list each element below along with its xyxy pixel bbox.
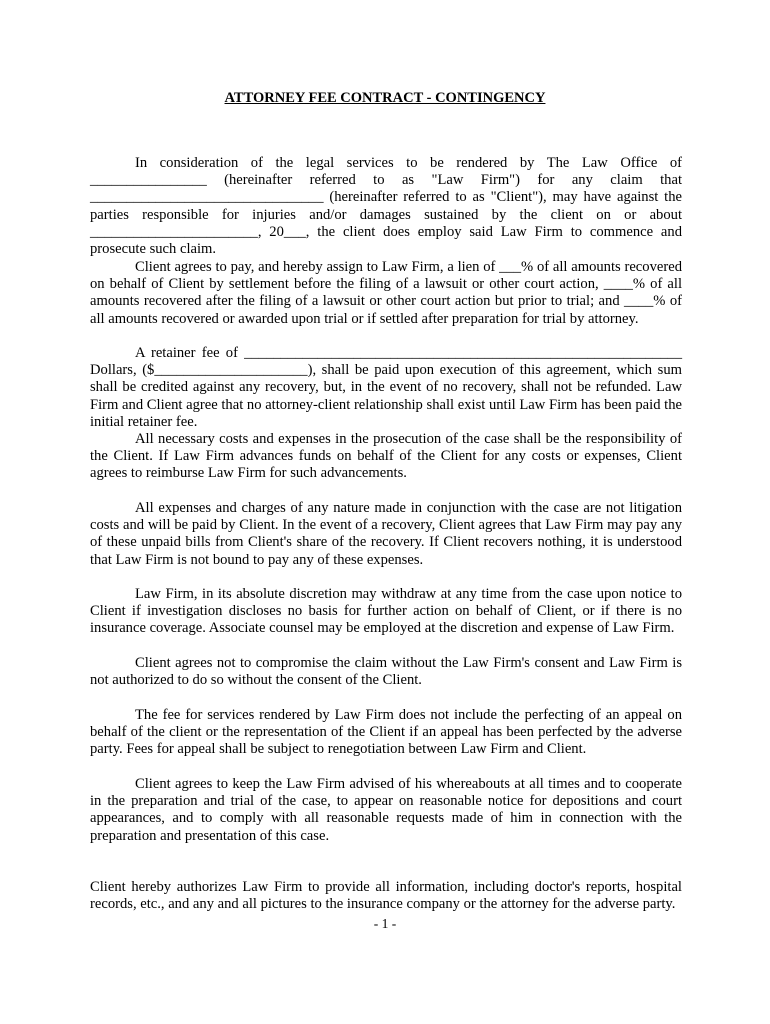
page-number: - 1 - bbox=[373, 916, 397, 931]
paragraph-authorization: Client hereby authorizes Law Firm to provide all information, including doctor's reports, hospital records, etc., and any and all pictures to the insurance company or the attorney for the adverse party. bbox=[90, 879, 682, 913]
paragraph-lien: Client agrees to pay, and hereby assign to Law Firm, a lien of ___% of all amounts recovered on behalf of Client by settlement before the filing of a lawsuit or other court action, ____% of all amounts recovered after the filing of a lawsuit or other court action but prior to trial; and ____% of all amounts recovered or awarded upon trial or if settled after preparation for trial by attorney. bbox=[90, 259, 682, 327]
paragraph-withdrawal: Law Firm, in its absolute discretion may withdraw at any time from the case upon notice to Client if investigation discloses no basis for further action on behalf of Client, or if there is no insurance coverage. Associate counsel may be employed at the discretion and expense of Law Firm. bbox=[90, 586, 682, 637]
paragraph-retainer: A retainer fee of ____________________________________________________________ Dollars, ($_____________________), shall be paid upon execution of this agreement, which sum shall be credited against any recovery, but, in the event of no recovery, shall not be refunded. Law Firm and Client agree that no attorney-client relationship shall exist until Law Firm has been paid the initial retainer fee. bbox=[90, 345, 682, 430]
document-title: ATTORNEY FEE CONTRACT - CONTINGENCY bbox=[224, 90, 546, 106]
paragraph-appeal: The fee for services rendered by Law Firm does not include the perfecting of an appeal on behalf of the client or the representation of the Client if an appeal has been perfected by the adverse party. Fees for appeal shall be subject to renegotiation between Law Firm and Client. bbox=[90, 707, 682, 758]
paragraph-expenses: All expenses and charges of any nature made in conjunction with the case are not litigation costs and will be paid by Client. In the event of a recovery, Client agrees that Law Firm may pay any of these unpaid bills from Client's share of the recovery. If Client recovers nothing, it is understood that Law Firm is not bound to pay any of these expenses. bbox=[90, 500, 682, 568]
paragraph-costs: All necessary costs and expenses in the prosecution of the case shall be the responsibility of the Client. If Law Firm advances funds on behalf of the Client for any costs or expenses, Client agrees to reimburse Law Firm for such advancements. bbox=[90, 431, 682, 482]
paragraph-compromise: Client agrees not to compromise the claim without the Law Firm's consent and Law Firm is not authorized to do so without the consent of the Client. bbox=[90, 655, 682, 689]
paragraph-consideration: In consideration of the legal services to be rendered by The Law Office of ________________ (hereinafter referred to as "Law Firm") for any claim that ________________________________ (hereinafter referred to as "Client"), may have against the parties responsible for injuries and/or damages sustained by the client on or about _______________________, 20___, the client does employ said Law Firm to commence and prosecute such claim. bbox=[90, 155, 682, 258]
paragraph-cooperation: Client agrees to keep the Law Firm advised of his whereabouts at all times and to cooperate in the preparation and trial of the case, to appear on reasonable notice for depositions and court appearances, and to comply with all reasonable requests made of him in connection with the preparation and presentation of this case. bbox=[90, 776, 682, 844]
